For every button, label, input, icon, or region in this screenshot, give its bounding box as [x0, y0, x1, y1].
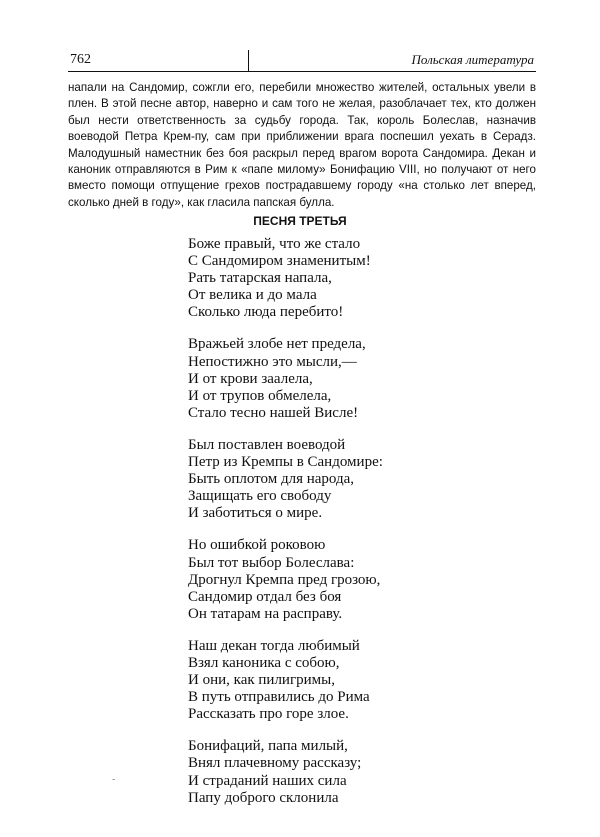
verse-line: Непостижно это мысли,—	[188, 353, 357, 370]
prose-line: «папе милому» Бонифацию VIII, но получают от него вместо помощи отпущение грехов	[68, 163, 536, 193]
verse-line: И они, как пилигримы,	[188, 672, 335, 689]
verse-line: Быть оплотом для народа,	[188, 471, 355, 488]
verse-line: И страданий наших сила	[188, 772, 347, 789]
stanza-4	[188, 537, 383, 622]
prose-line: боя раскрыл перед врагом ворота Сандомира. Декан и каноник отправляются в Рим к	[68, 146, 536, 177]
poem	[188, 236, 383, 822]
verse-line: И заботиться о мире.	[188, 505, 323, 522]
prose-line: ответственность за судьбу города. Так, король Болеслав, назначив воеводой Петра Крем-	[68, 113, 536, 144]
verse-line: И от трупов обмелела,	[188, 387, 332, 404]
stanza-5	[188, 638, 383, 723]
verse-line: Бонифаций, папа милый,	[188, 738, 348, 755]
intro-paragraph	[68, 80, 536, 211]
prose-line: пострадавшему городу «на столько лет вперед, сколько дней в году», как гласила папская	[68, 179, 536, 209]
page-number: 762	[70, 52, 91, 67]
prose-line: В этой песне автор, наверно и сам того не желая, разоблачает тех, кто должен был нести	[68, 97, 536, 127]
intro-text	[68, 80, 536, 211]
prose-line: пу, сам при приближении врага поспешил уехать в Серадз. Малодушный наместник без	[68, 130, 536, 160]
prose-line: булла.	[299, 195, 335, 209]
verse-line: Рать татарская напала,	[188, 270, 332, 287]
verse-line: Наш декан тогда любимый	[188, 637, 360, 654]
song-title: ПЕСНЯ ТРЕТЬЯ	[253, 214, 347, 228]
verse-line: Внял плачевному рассказу;	[188, 755, 362, 772]
page-header	[68, 50, 536, 72]
verse-line: Петр из Кремпы в Сандомире:	[188, 454, 383, 471]
verse-line: И от крови заалела,	[188, 370, 313, 387]
stanza-1	[188, 236, 383, 321]
verse-line: Был поставлен воеводой	[188, 436, 346, 453]
verse-line: Папу доброго склонила	[188, 789, 339, 806]
verse-line: Стало тесно нашей Висле!	[188, 404, 359, 421]
verse-line: Он татарам на расправу.	[188, 605, 343, 622]
verse-line: Но ошибкой роковою	[188, 537, 326, 554]
verse-line: От велика и до мала	[188, 287, 317, 304]
stanza-3	[188, 437, 383, 522]
stanza-2	[188, 336, 383, 421]
stanza-6	[188, 738, 383, 806]
verse-line: С Сандомиром знаменитым!	[188, 253, 371, 270]
verse-line: Вражьей злобе нет предела,	[188, 336, 366, 353]
prose-line: напали на Сандомир, сожгли его, перебили множество жителей, остальных увели в плен.	[68, 81, 536, 111]
verse-line: Защищать его свободу	[188, 488, 332, 505]
verse-line: Боже правый, что же стало	[188, 236, 361, 252]
verse-line: В путь отправились до Рима	[188, 689, 370, 706]
verse-line: Был тот выбор Болеслава:	[188, 554, 355, 571]
verse-line: Сандомир отдал без боя	[188, 588, 342, 605]
stray-mark: -	[112, 774, 116, 785]
verse-line: Дрогнул Кремпа пред грозою,	[188, 571, 381, 588]
verse-line: Сколько люда перебито!	[188, 304, 344, 321]
verse-line: Рассказать про горе злое.	[188, 706, 349, 723]
verse-line: Взял каноника с собою,	[188, 654, 340, 671]
running-title: Польская литература	[411, 52, 534, 67]
header-rule	[68, 71, 536, 72]
